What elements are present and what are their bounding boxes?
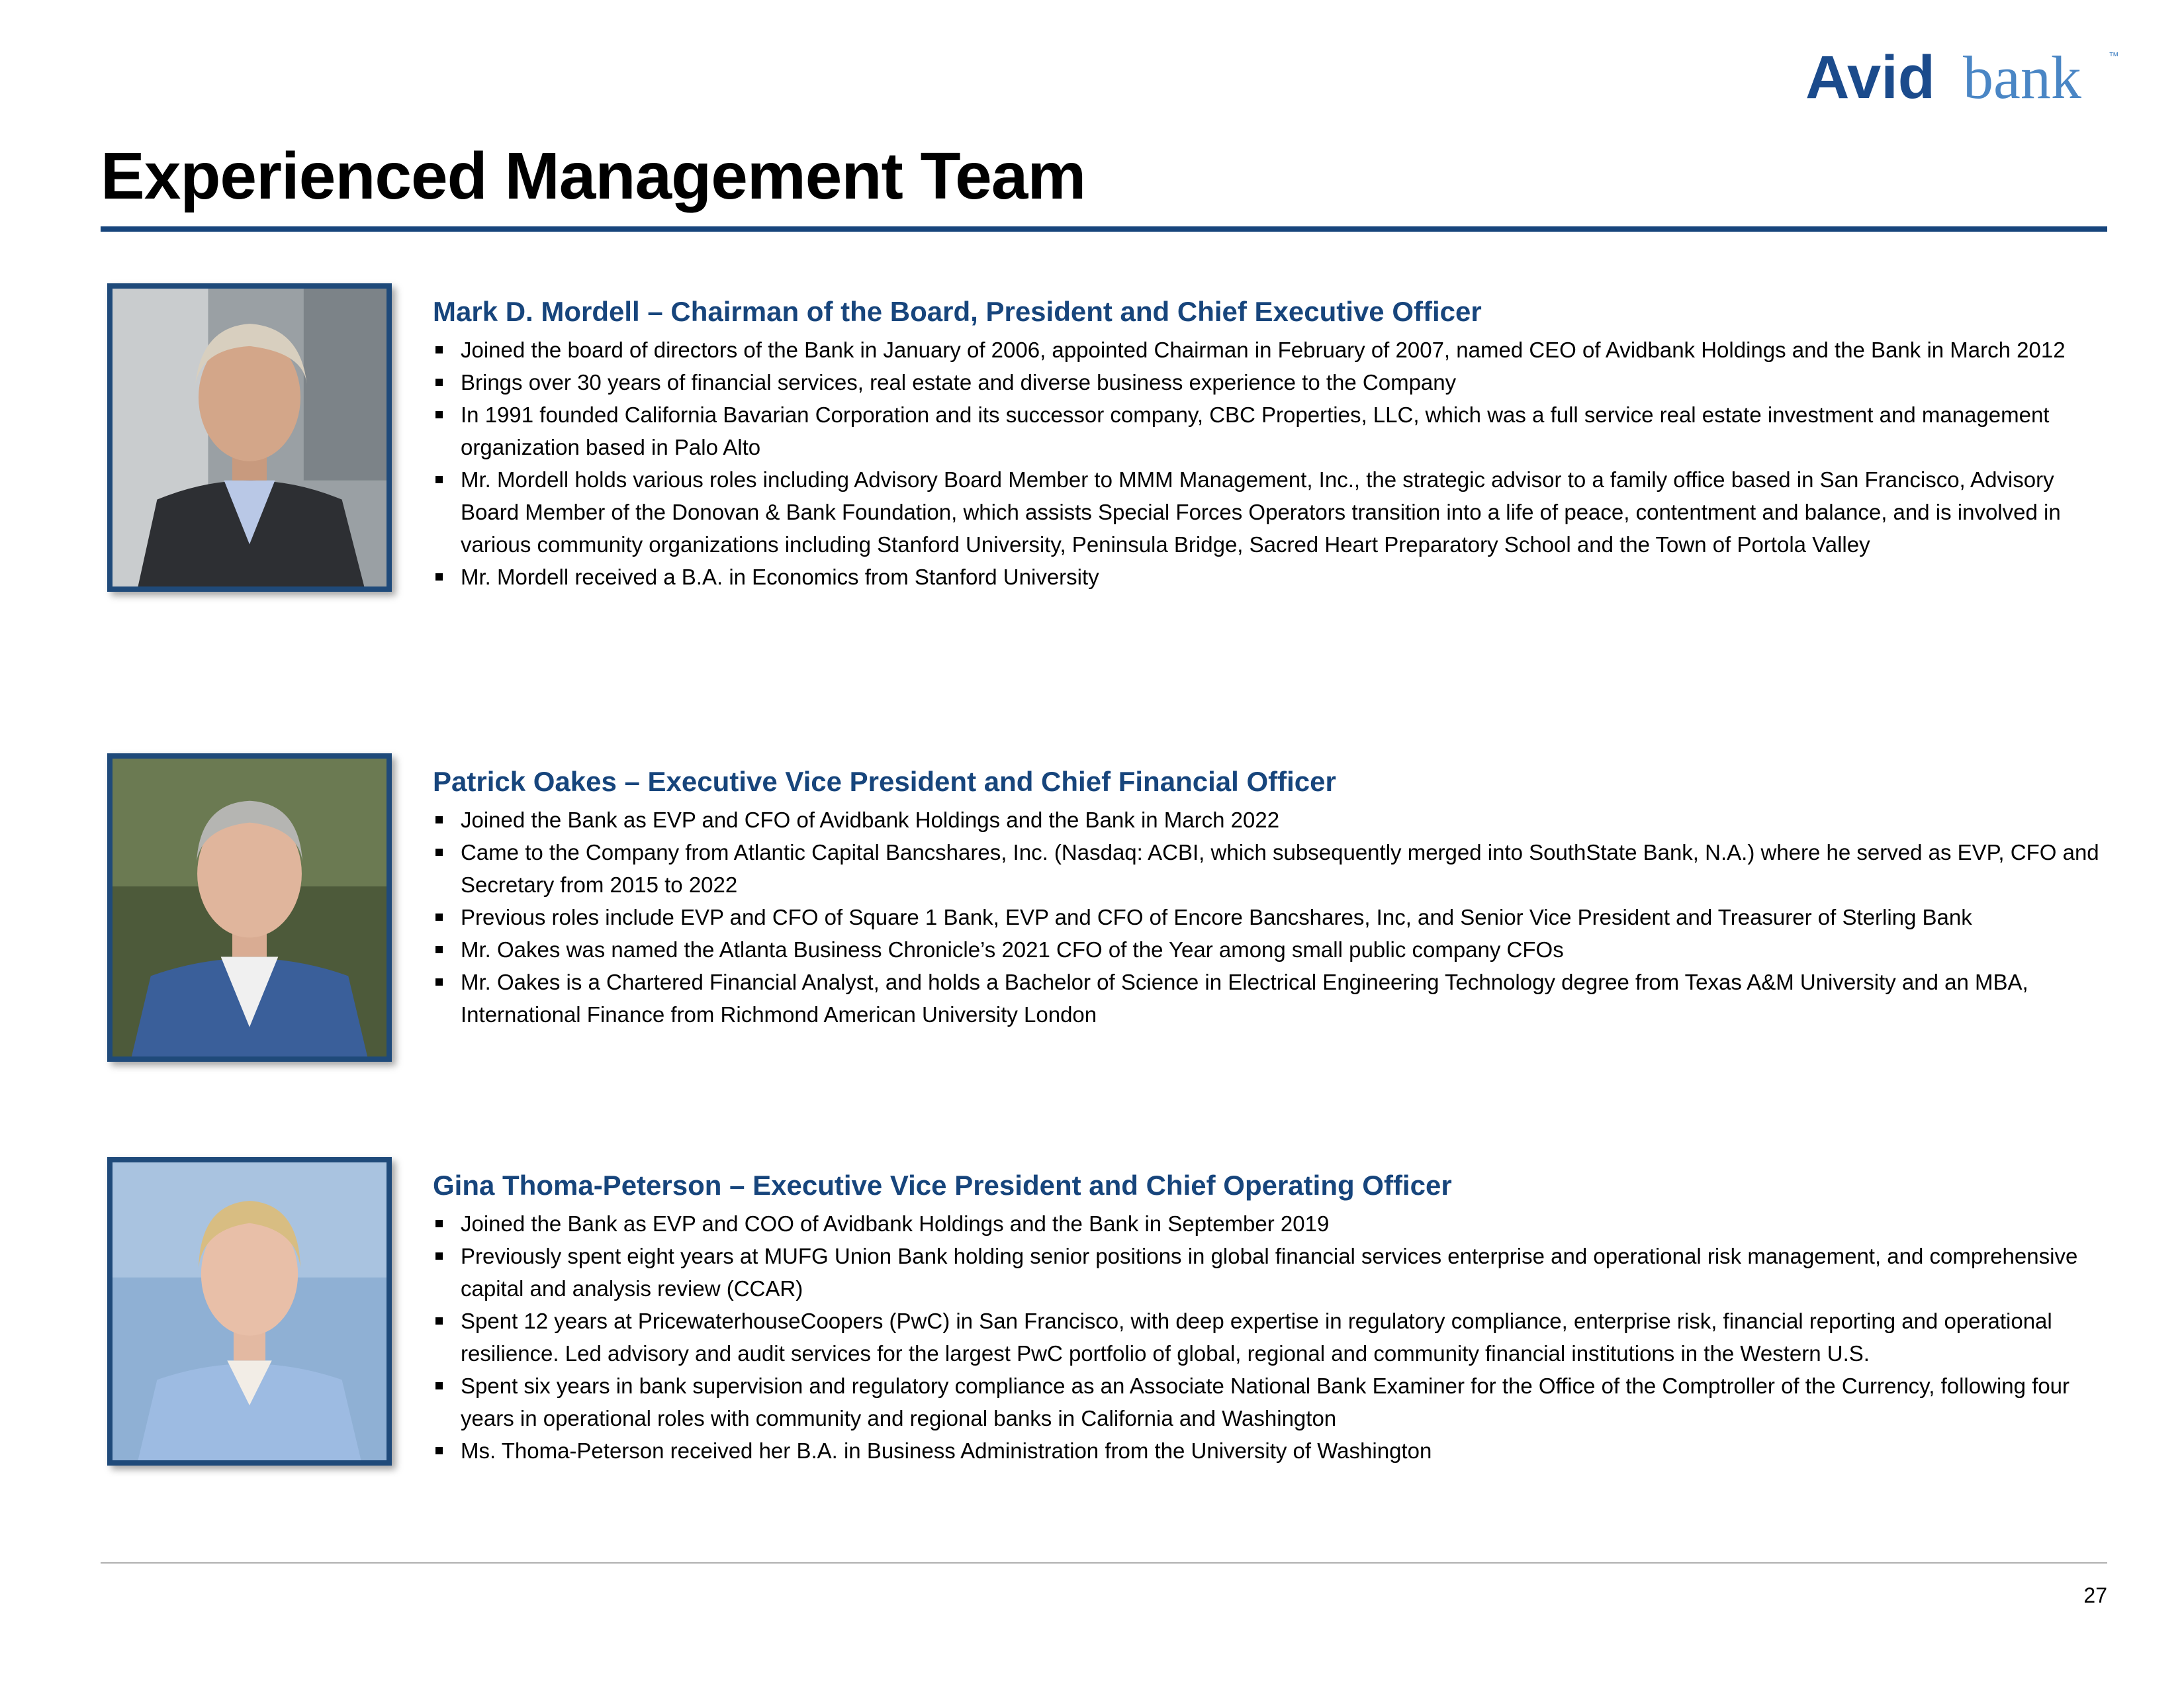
bullet-square-icon [435, 1382, 443, 1389]
logo-avid-text: Avid [1805, 44, 1935, 111]
bullet-square-icon [435, 346, 443, 353]
member-bio [433, 1168, 2114, 1467]
bio-bullet: Joined the board of directors of the Bank in January of 2006, appointed Chairman in February of 2007, named CEO of Avidbank Holdings and the Bank in March 2012 [433, 334, 2114, 366]
bio-bullet: Spent six years in bank supervision and regulatory compliance as an Associate National Bank Examiner for the Office of the Comptroller of the Currency, following four years in operational roles with community and regional banks in California and Washington [433, 1370, 2114, 1434]
bio-bullet: Previous roles include EVP and CFO of Square 1 Bank, EVP and CFO of Encore Bancshares, Inc, and Senior Vice President and Treasurer of Sterling Bank [433, 901, 2114, 933]
bio-bullet: Joined the Bank as EVP and COO of Avidbank Holdings and the Bank in September 2019 [433, 1207, 2114, 1240]
member-name-title: Patrick Oakes – Executive Vice President and Chief Financial Officer [433, 766, 1336, 797]
bullet-square-icon [435, 573, 443, 581]
bio-bullet: Ms. Thoma-Peterson received her B.A. in Business Administration from the University of Washington [433, 1434, 2114, 1467]
bio-bullet: Mr. Mordell received a B.A. in Economics from Stanford University [433, 561, 2114, 593]
bio-bullet: Mr. Mordell holds various roles including Advisory Board Member to MMM Management, Inc., the strategic advisor to a family office based in San Francisco, Advisory Board Member of the Donovan & Bank Foundation, which assists Special Forces Operators transition into a life of peace, contentment and balance, and is involved in various community organizations including Stanford University, Peninsula Bridge, Sacred Heart Preparatory School and the Town of Portola Valley [433, 463, 2114, 561]
bio-bullet: Joined the Bank as EVP and CFO of Avidbank Holdings and the Bank in March 2022 [433, 804, 2114, 836]
avidbank-logo [1805, 42, 2123, 111]
oakes-photo-illustration [113, 759, 387, 1056]
bio-bullet: Previously spent eight years at MUFG Union Bank holding senior positions in global financial services enterprise and operational risk management, and comprehensive capital and analysis review (CCAR) [433, 1240, 2114, 1305]
bullet-square-icon [435, 946, 443, 953]
bullet-square-icon [435, 1220, 443, 1227]
member-bio [433, 294, 2114, 593]
member-bio [433, 764, 2114, 1031]
member-name-title: Mark D. Mordell – Chairman of the Board, President and Chief Executive Officer [433, 296, 1482, 327]
bullet-square-icon [435, 1317, 443, 1325]
bullet-square-icon [435, 1252, 443, 1260]
thoma-peterson-photo-illustration [113, 1162, 387, 1460]
title-divider [101, 226, 2107, 232]
member-name-title: Gina Thoma-Peterson – Executive Vice President and Chief Operating Officer [433, 1170, 1452, 1201]
bullet-square-icon [435, 476, 443, 483]
bullet-square-icon [435, 978, 443, 986]
footer-divider [101, 1562, 2107, 1564]
page-title: Experienced Management Team [101, 139, 1086, 213]
bio-bullet-list [433, 1207, 2114, 1467]
portrait-photo [107, 753, 392, 1062]
bio-bullet-list [433, 334, 2114, 593]
logo-trademark: ™ [2109, 51, 2119, 62]
bullet-square-icon [435, 816, 443, 823]
mordell-photo-illustration [113, 289, 387, 586]
bio-bullet: Spent 12 years at PricewaterhouseCoopers (PwC) in San Francisco, with deep expertise in regulatory compliance, enterprise risk, financial reporting and operational resilience. Led advisory and audit services for the largest PwC portfolio of global, regional and community financial institutions in the Western U.S. [433, 1305, 2114, 1370]
logo-bank-text: bank [1963, 44, 2081, 111]
bullet-square-icon [435, 849, 443, 856]
bio-bullet: Brings over 30 years of financial services, real estate and diverse business experience to the Company [433, 366, 2114, 399]
page-number: 27 [2083, 1583, 2107, 1607]
bullet-square-icon [435, 1447, 443, 1454]
bio-bullet: Mr. Oakes was named the Atlanta Business Chronicle’s 2021 CFO of the Year among small public company CFOs [433, 933, 2114, 966]
bio-bullet: In 1991 founded California Bavarian Corporation and its successor company, CBC Properties, LLC, which was a full service real estate investment and management organization based in Palo Alto [433, 399, 2114, 463]
bio-bullet: Mr. Oakes is a Chartered Financial Analyst, and holds a Bachelor of Science in Electrical Engineering Technology degree from Texas A&M University and an MBA, International Finance from Richmond American University London [433, 966, 2114, 1031]
bio-bullet: Came to the Company from Atlantic Capital Bancshares, Inc. (Nasdaq: ACBI, which subsequently merged into SouthState Bank, N.A.) where he served as EVP, CFO and Secretary from 2015 to 2022 [433, 836, 2114, 901]
bullet-square-icon [435, 411, 443, 418]
portrait-photo [107, 1157, 392, 1466]
bio-bullet-list [433, 804, 2114, 1031]
bullet-square-icon [435, 379, 443, 386]
bullet-square-icon [435, 914, 443, 921]
portrait-photo [107, 283, 392, 592]
